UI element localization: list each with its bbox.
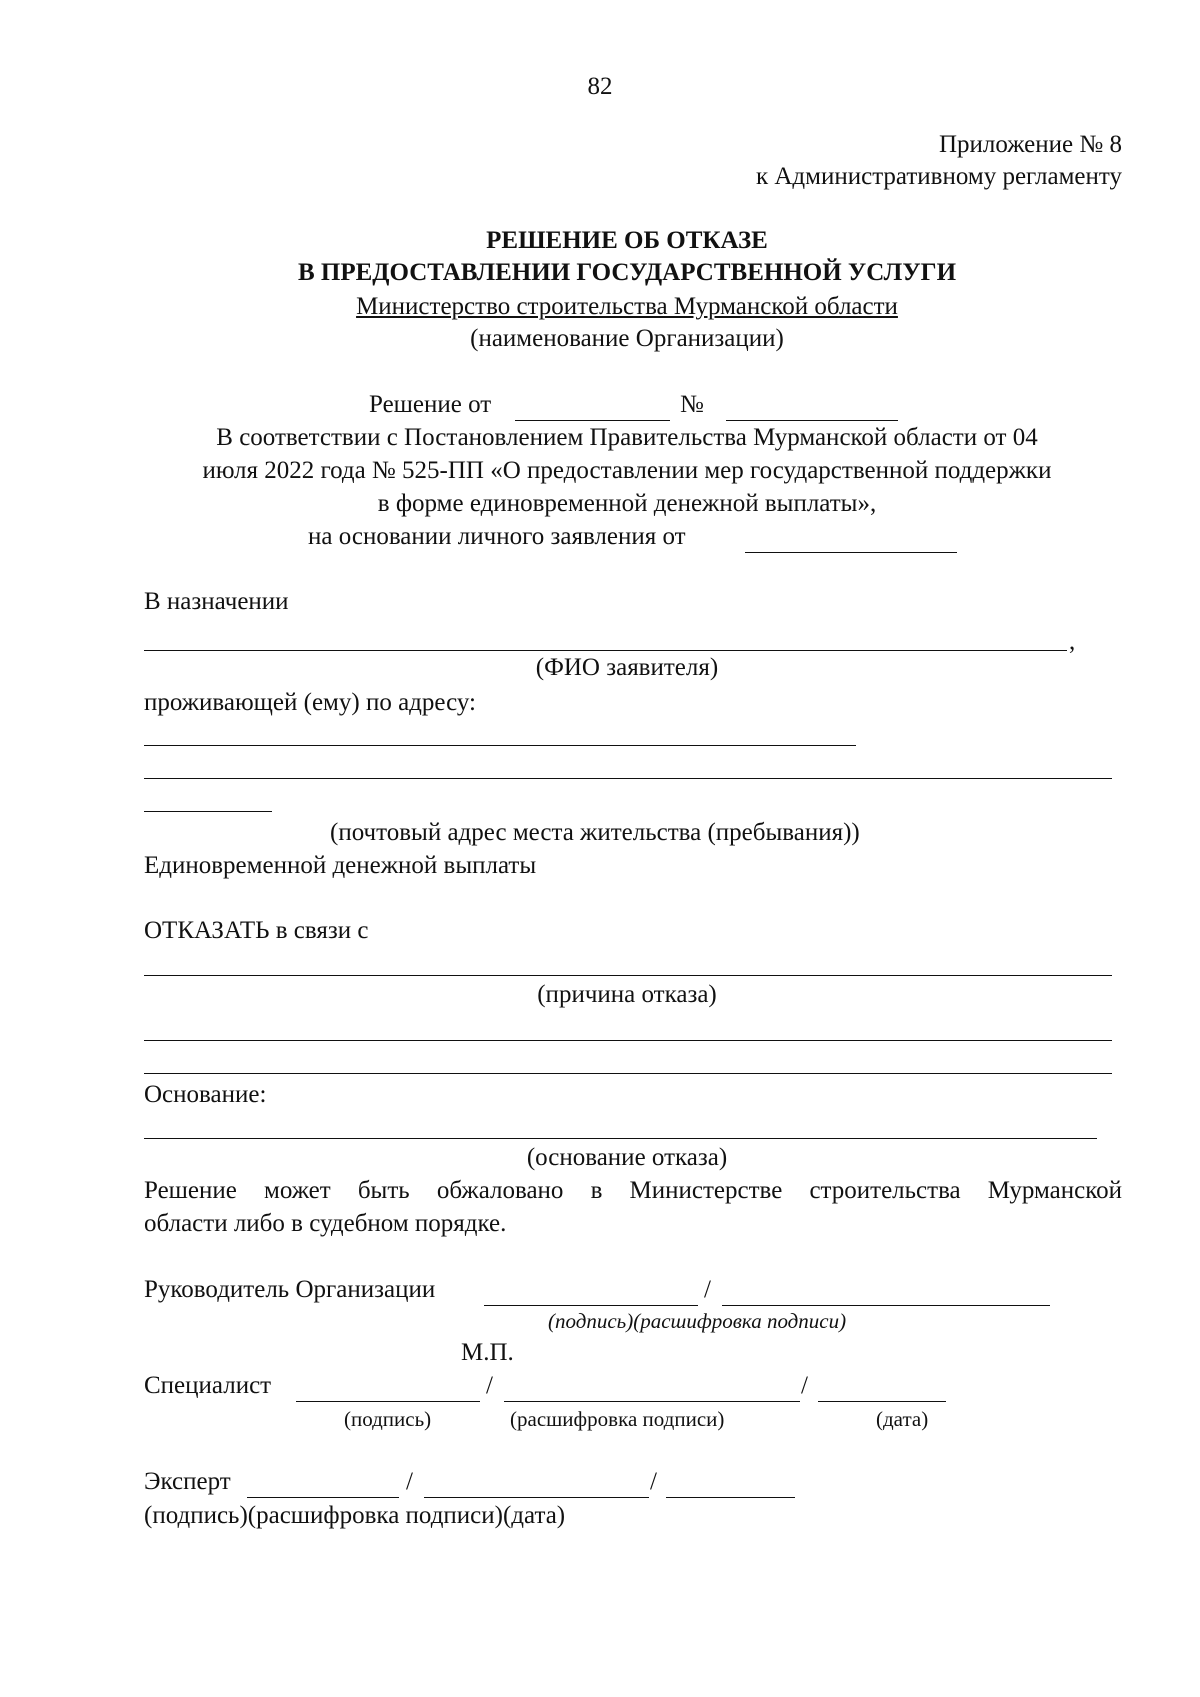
appendix-line-1: Приложение № 8 [938, 131, 1122, 158]
decision-number-field[interactable] [726, 420, 898, 421]
specialist-signature-field[interactable] [296, 1401, 480, 1402]
grounds-field[interactable] [144, 1138, 1097, 1139]
head-slash: / [704, 1276, 711, 1303]
specialist-caption-date: (дата) [876, 1407, 929, 1431]
head-label: Руководитель Организации [144, 1276, 436, 1303]
address-field-1[interactable] [144, 745, 856, 746]
fio-comma: , [1069, 628, 1076, 655]
title-line-1: РЕШЕНИЕ ОБ ОТКАЗЕ [486, 227, 768, 254]
expert-decoding-field[interactable] [424, 1497, 649, 1498]
expert-label: Эксперт [144, 1468, 231, 1495]
specialist-caption-decoding: (расшифровка подписи) [510, 1407, 725, 1431]
decision-from-label: Решение от [369, 391, 492, 418]
application-label: на основании личного заявления от [308, 523, 686, 550]
appeal-line-2: области либо в судебном порядке. [144, 1210, 507, 1237]
refusal-reason-field-3[interactable] [144, 1073, 1112, 1074]
specialist-date-field[interactable] [818, 1401, 946, 1402]
organization-name: Министерство строительства Мурманской области [356, 293, 898, 320]
grounds-caption: (основание отказа) [526, 1144, 728, 1171]
expert-slash-1: / [406, 1468, 413, 1495]
head-caption: (подпись)(расшифровка подписи) [548, 1309, 847, 1333]
address-field-3[interactable] [144, 811, 272, 812]
specialist-caption-signature: (подпись) [344, 1407, 432, 1431]
decision-date-field[interactable] [515, 420, 670, 421]
appendix-line-2: к Административному регламенту [755, 163, 1122, 190]
seal-label: М.П. [461, 1339, 514, 1366]
address-field-2[interactable] [144, 778, 1112, 779]
reason-caption: (причина отказа) [537, 981, 717, 1008]
basis-line-3: в форме единовременной денежной выплаты», [377, 490, 877, 517]
assignment-label: В назначении [144, 588, 289, 615]
specialist-decoding-field[interactable] [504, 1401, 800, 1402]
expert-slash-2: / [650, 1468, 657, 1495]
expert-caption: (подпись)(расшифровка подписи)(дата) [144, 1502, 566, 1529]
address-caption: (почтовый адрес места жительства (пребывания)) [330, 819, 860, 846]
refusal-reason-field-2[interactable] [144, 1040, 1112, 1041]
basis-line-2: июля 2022 года № 525-ПП «О предоставлении мер государственной поддержки [202, 457, 1052, 484]
payment-label: Единовременной денежной выплаты [144, 852, 537, 879]
expert-signature-field[interactable] [247, 1497, 399, 1498]
grounds-label: Основание: [144, 1081, 267, 1108]
title-line-2: В ПРЕДОСТАВЛЕНИИ ГОСУДАРСТВЕННОЙ УСЛУГИ [297, 259, 957, 286]
refusal-reason-field-1[interactable] [144, 975, 1112, 976]
application-date-field[interactable] [745, 552, 957, 553]
specialist-label: Специалист [144, 1372, 272, 1399]
appeal-line-1: Решение может быть обжаловано в Министерстве строительства Мурманской [144, 1177, 1122, 1204]
basis-line-1: В соответствии с Постановлением Правительства Мурманской области от 04 [216, 424, 1038, 451]
decision-number-label: № [680, 391, 704, 418]
refusal-label: ОТКАЗАТЬ в связи с [144, 917, 369, 944]
organization-caption: (наименование Организации) [470, 325, 784, 352]
specialist-slash-2: / [801, 1372, 808, 1399]
fio-caption: (ФИО заявителя) [535, 654, 719, 681]
residing-label: проживающей (ему) по адресу: [144, 689, 476, 716]
specialist-slash-1: / [486, 1372, 493, 1399]
expert-date-field[interactable] [666, 1497, 795, 1498]
applicant-fio-field[interactable] [144, 650, 1067, 651]
page-number: 82 [587, 73, 613, 100]
